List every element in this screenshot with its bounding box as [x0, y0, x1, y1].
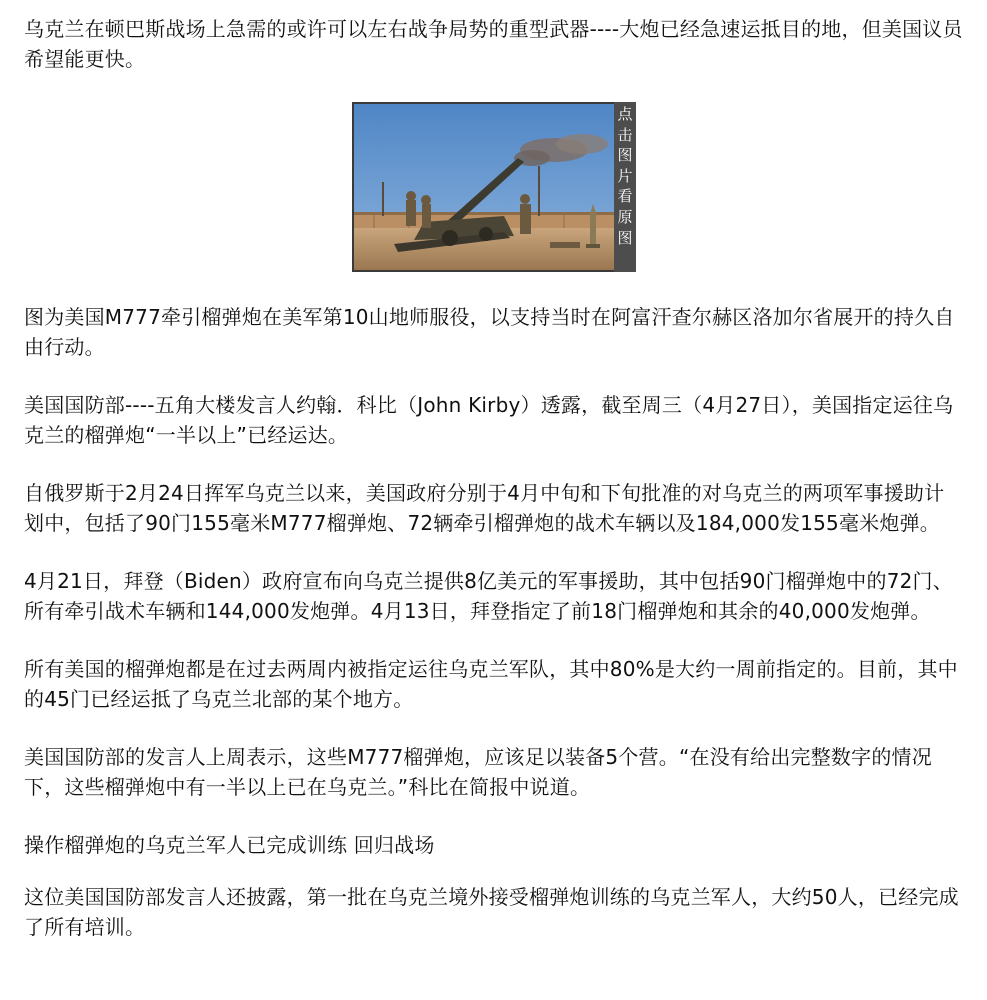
- body-paragraph: 4月21日，拜登（Biden）政府宣布向乌克兰提供8亿美元的军事援助，其中包括90门榴弹炮中的72门、所有牵引战术车辆和144,000发炮弹。4月13日，拜登指定了前18门榴弹炮和其余的40,000发炮弹。: [24, 569, 953, 623]
- intro-paragraph: 乌克兰在顿巴斯战场上急需的或许可以左右战争局势的重型武器----大炮已经急速运抵目的地，但美国议员希望能更快。: [24, 17, 963, 71]
- article-figure: [24, 102, 964, 274]
- howitzer-photo[interactable]: [352, 102, 616, 272]
- view-original-link[interactable]: 点击图片看原图: [614, 102, 636, 272]
- body-paragraph: 美国国防部的发言人上周表示，这些M777榴弹炮，应该足以装备5个营。“在没有给出完整数字的情况下，这些榴弹炮中有一半以上已在乌克兰。”科比在简报中说道。: [24, 745, 932, 799]
- article-body: [24, 14, 964, 970]
- section-subheading: 操作榴弹炮的乌克兰军人已完成训练 回归战场: [24, 833, 435, 857]
- image-caption: 图为美国M777牵引榴弹炮在美军第10山地师服役，以支持当时在阿富汗查尔赫区洛加尔省展开的持久自由行动。: [24, 305, 955, 359]
- body-paragraph: 自俄罗斯于2月24日挥军乌克兰以来，美国政府分别于4月中旬和下旬批准的对乌克兰的两项军事援助计划中，包括了90门155毫米M777榴弹炮、72辆牵引榴弹炮的战术车辆以及184,000发155毫米炮弹。: [24, 481, 945, 535]
- howitzer-photo-illustration: [354, 104, 614, 270]
- body-paragraph: 美国国防部----五角大楼发言人约翰．科比（John Kirby）透露，截至周三（4月27日），美国指定运往乌克兰的榴弹炮“一半以上”已经运达。: [24, 393, 954, 447]
- closing-paragraph: 这位美国国防部发言人还披露，第一批在乌克兰境外接受榴弹炮训练的乌克兰军人，大约50人，已经完成了所有培训。: [24, 885, 959, 939]
- body-paragraph: 所有美国的榴弹炮都是在过去两周内被指定运往乌克兰军队，其中80%是大约一周前指定的。目前，其中的45门已经运抵了乌克兰北部的某个地方。: [24, 657, 958, 711]
